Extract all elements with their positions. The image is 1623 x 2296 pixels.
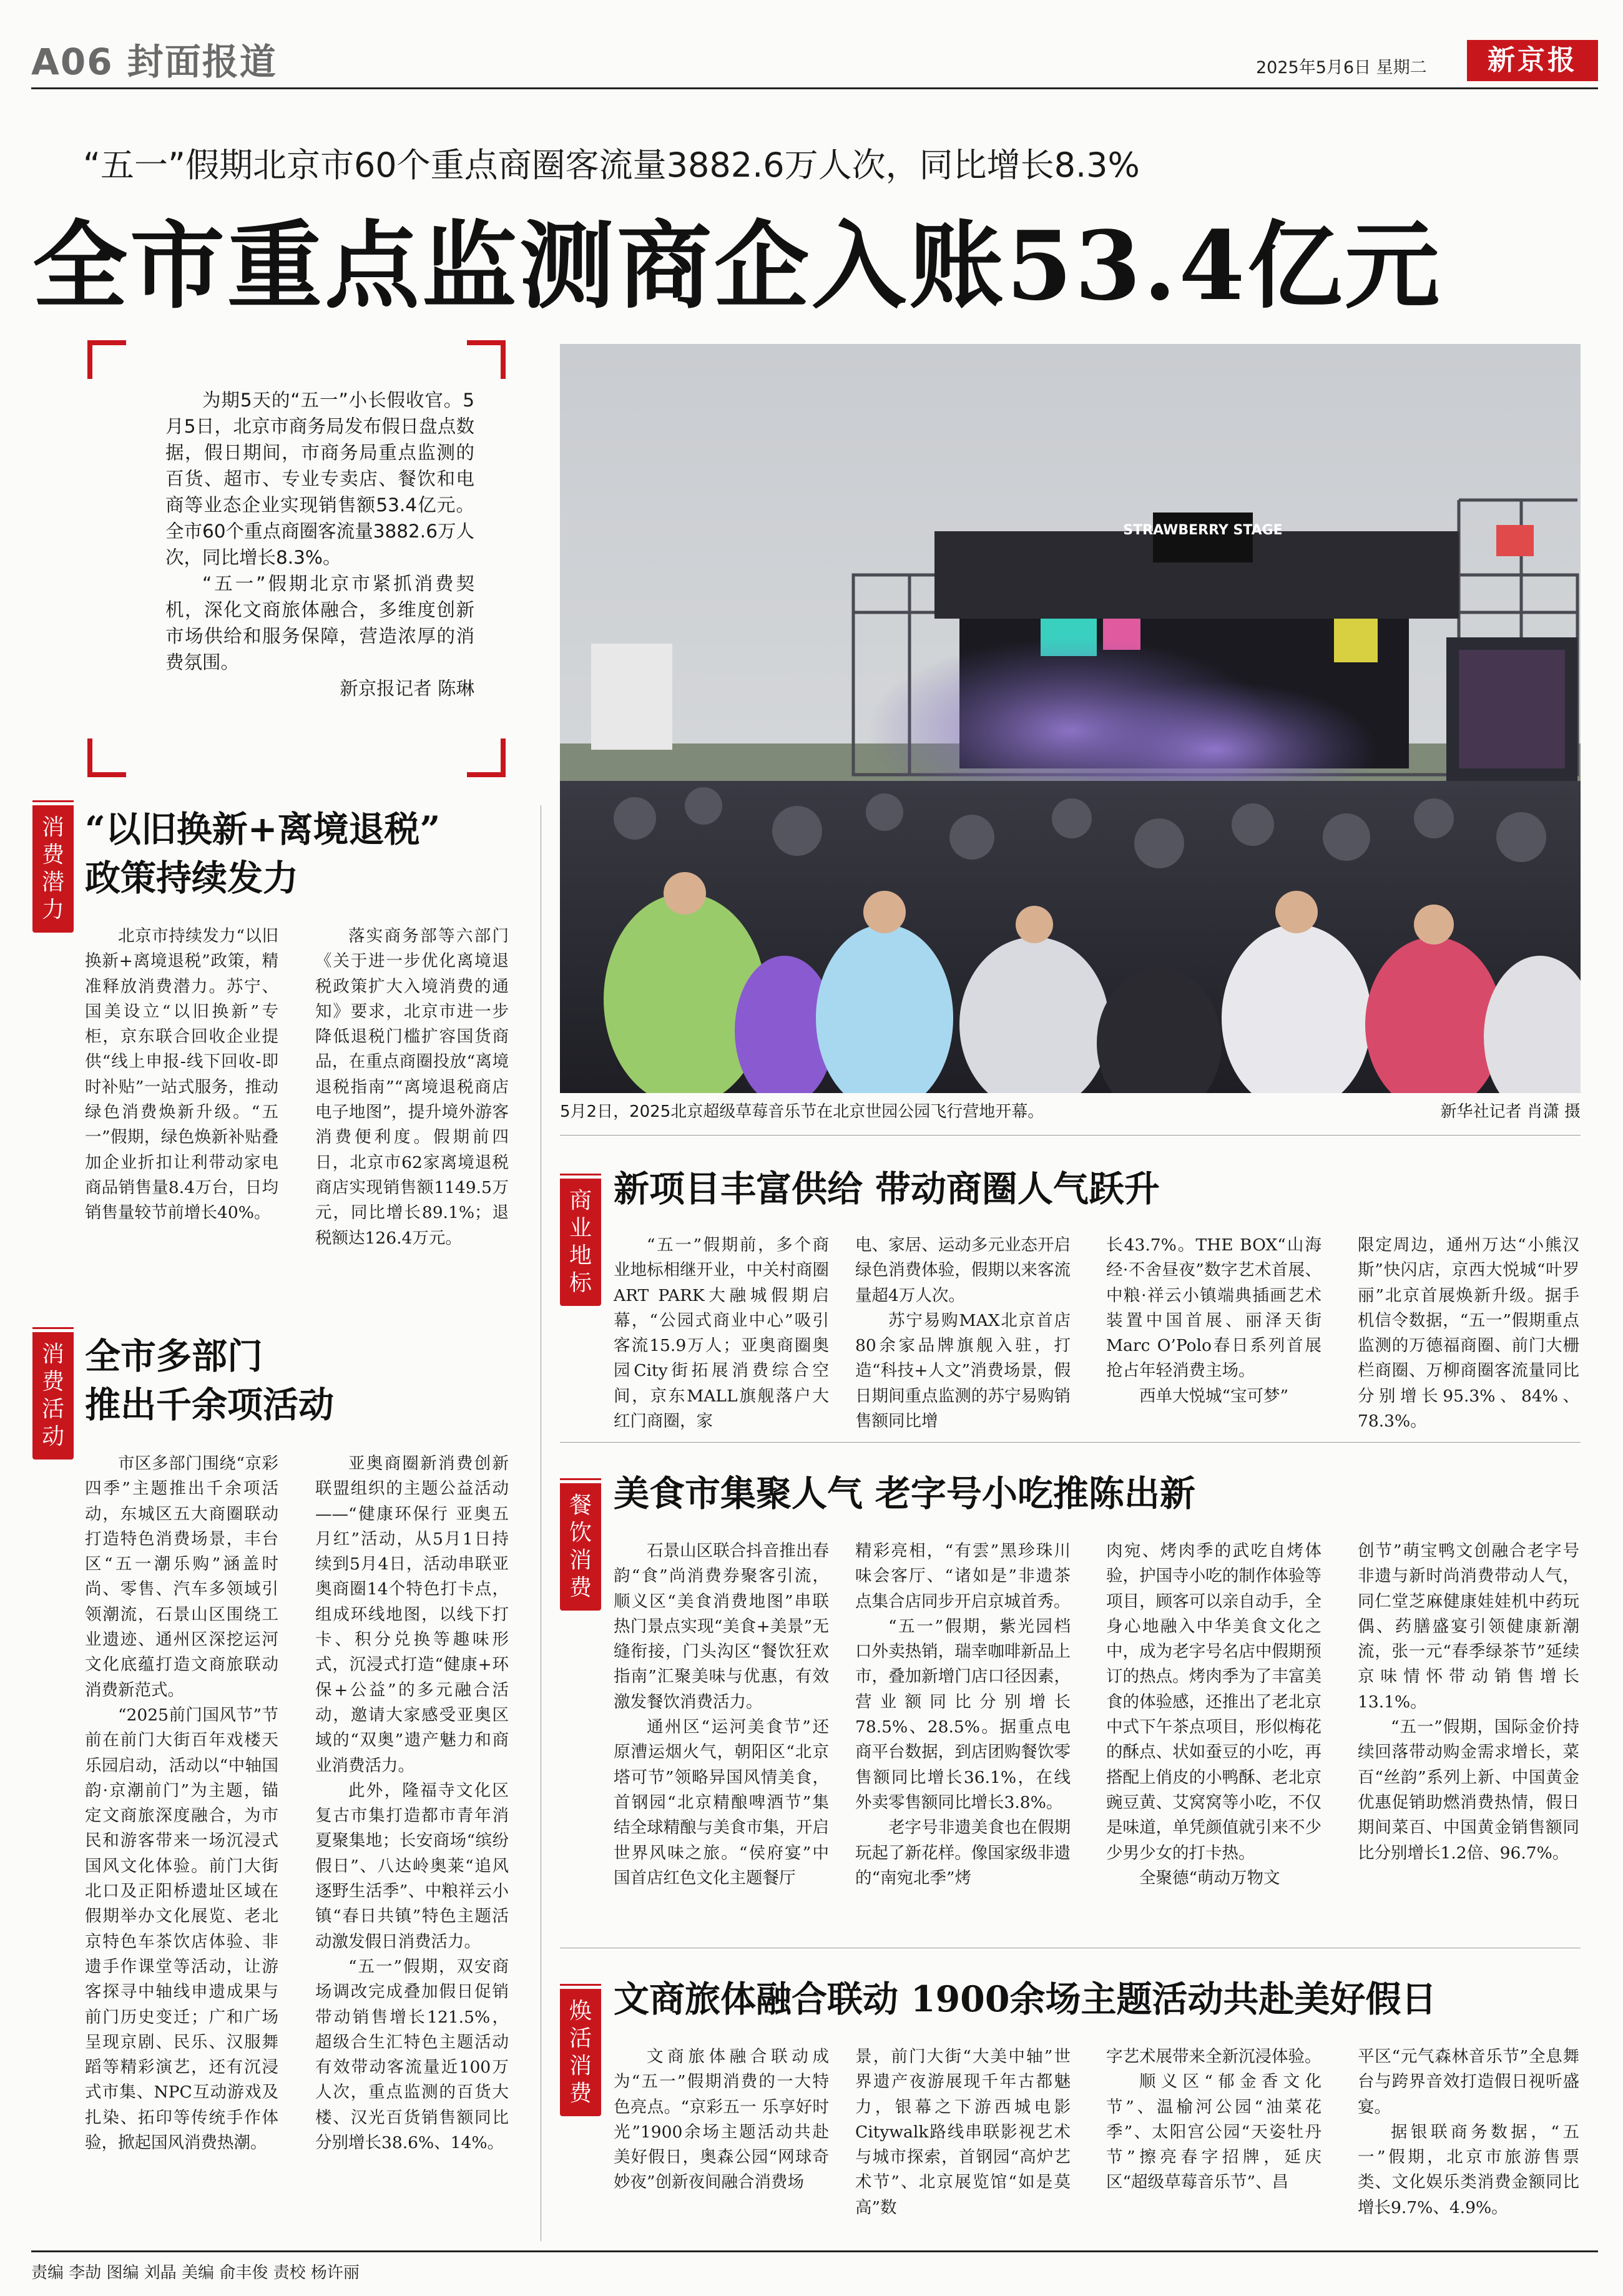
- article-paragraph: 肉宛、烤肉季的武吃自烤体验，护国寺小吃的制作体验等项目，顾客可以亲自动手，全身心地融入中华美食文化之中，成为老字号名店中假期预订的热点。烤肉季为了丰富美食的体验感，还推出了老北京中式下午茶点项目，形似梅花的酥点、状如蚕豆的小吃，再搭配上俏皮的小鸭酥、老北京豌豆黄、艾窝窝等小吃，不仅是味道，单凭颜值就引来不少少男少女的打卡热。: [1106, 1541, 1321, 1863]
- lead-summary-text: [165, 387, 474, 702]
- section-tag-revitalize: [560, 1989, 601, 2116]
- article-column: [1106, 1233, 1321, 1409]
- main-headline: 全市重点监测商企入账53.4亿元: [32, 210, 1443, 321]
- section-headline: 美食市集聚人气 老字号小吃推陈出新: [614, 1473, 1195, 1514]
- article-paragraph: “五一”假期，国际金价持续回落带动购金需求增长，菜百“丝韵”系列上新、中国黄金优惠促销助燃消费热情，假日期间菜百、中国黄金销售额同比分别增长1.2倍、96.7%。: [1358, 1717, 1579, 1863]
- article-column: [1106, 1539, 1321, 1891]
- tag-char: 活: [569, 2026, 592, 2051]
- article-paragraph: “2025前门国风节”节前在前门大街百年戏楼天乐园启动，活动以“中轴国韵·京潮前门”为主题，锚定文商旅深度融合，为市民和游客带来一场沉浸式国风文化体验。前门大街北口及正阳桥遗址区域在假期举办文化展览、老北京特色车茶饮店体验、非遗手作课堂等活动，让游客探寻中轴线申遗成果与前门历史变迁；广和广场呈现京剧、民乐、汉服舞蹈等精彩演艺，还有沉浸式市集、NPC互动游戏及扎染、拓印等传统手作体验，掀起国风消费热潮。: [85, 1705, 278, 2153]
- tag-char: 消: [41, 815, 64, 840]
- tag-cap-rule: [560, 1478, 601, 1480]
- article-column: [85, 924, 278, 1226]
- tag-char: 业: [569, 1215, 592, 1241]
- tag-char: 消: [569, 1548, 592, 1573]
- tag-char: 力: [41, 897, 64, 923]
- article-column: [855, 1233, 1071, 1434]
- article-column: [1358, 1539, 1579, 1866]
- tag-char: 焕: [569, 1998, 592, 2024]
- article-paragraph: 平区“元气森林音乐节”全息舞台与跨界音效打造假日视听盛宴。: [1358, 2047, 1579, 2117]
- article-paragraph: 通州区“运河美食节”还原漕运烟火气，朝阳区“北京塔可节”领略异国风情美食，首钢园“北京精酿啤酒节”集结全球精酿与美食市集，开启世界风味之旅。“侯府宴”中国首店红色文化主题餐厅: [614, 1717, 829, 1888]
- article-column: [614, 2044, 829, 2195]
- tag-char: 费: [569, 1575, 592, 1601]
- concert-photo-illustration: [560, 344, 1581, 1093]
- section-headline: [85, 805, 440, 903]
- photo-credit: 新华社记者 肖潇 摄: [1440, 1102, 1581, 1121]
- tag-char: 餐: [569, 1493, 592, 1518]
- tag-cap-rule: [560, 1984, 601, 1986]
- article-paragraph: 据银联商务数据，“五一”假期，北京市旅游售票类、文化娱乐类消费金额同比增长9.7%、4.9%。: [1358, 2122, 1579, 2217]
- headline-line: 政策持续发力: [85, 857, 298, 899]
- footer-rule: [31, 2250, 1598, 2252]
- article-paragraph: 亚奥商圈新消费创新联盟组织的主题公益活动——“健康环保行 亚奥五月红”活动，从5月1日持续到5月4日，活动串联亚奥商圈14个特色打卡点，组成环线地图，以线下打卡、积分兑换等趣味形式，沉浸式打造“健康+环保+公益”的多元融合活动，邀请大家感受亚奥区域的“双奥”遗产魅力和商业消费活力。: [315, 1454, 509, 1775]
- tag-char: 活: [41, 1396, 64, 1422]
- stage-sign: STRAWBERRY STAGE: [1123, 522, 1283, 538]
- tag-char: 潜: [41, 870, 64, 895]
- page-section-label: A06 封面报道: [31, 41, 277, 83]
- article-paragraph: 精彩亮相，“有雲”黑珍珠川味会客厅、“诸如是”非遗茶点集合店同步开启京城首秀。: [855, 1541, 1071, 1611]
- article-paragraph: 北京市持续发力“以旧换新+离境退税”政策，精准释放消费潜力。苏宁、国美设立“以旧换新”专柜，京东联合回收企业提供“线上申报-线下回收-即时补贴”一站式服务，推动绿色消费焕新升级。“五一”假期，绿色焕新补贴叠加企业折扣让利带动家电商品销售量8.4万台，日均销售量较节前增长40%。: [85, 926, 278, 1223]
- article-paragraph: “五一”假期，紫光园档口外卖热销，瑞幸咖啡新品上市，叠加新增门店口径因素，营业额同比分别增长78.5%、28.5%。据重点电商平台数据，到店团购餐饮零售额同比增长36.1%，在线外卖零售额同比增长3.8%。: [855, 1616, 1071, 1812]
- tag-char: 费: [569, 2081, 592, 2106]
- summary-byline: 新京报记者 陈琳: [340, 678, 474, 699]
- article-column: [315, 1451, 509, 2156]
- newspaper-logo: 新京报: [1467, 40, 1598, 81]
- article-paragraph: 此外，隆福寺文化区复古市集打造都市青年消夏聚集地；长安商场“缤纷假日”、八达岭奥莱“追风逐野生活季”、中粮祥云小镇“春日共镇”特色主题活动激发假日消费活力。: [315, 1780, 509, 1951]
- headline-line: “以旧换新+离境退税”: [85, 808, 441, 850]
- photo-caption: 5月2日，2025北京超级草莓音乐节在北京世园公园飞行营地开幕。: [560, 1102, 1044, 1121]
- article-column: [85, 1451, 278, 2156]
- article-paragraph: 落实商务部等六部门《关于进一步优化离境退税政策扩大入境消费的通知》要求，北京市进一步降低退税门槛扩容国货商品，在重点商圈投放“离境退税指南”“离境退税商店电子地图”，提升境外游客消费便利度。假期前四日，北京市62家离境退税商店实现销售额1149.5万元，同比增长89.1%；退税额达126.4万元。: [315, 926, 509, 1248]
- section-tag-dining: [560, 1483, 601, 1611]
- concert-photo: [560, 344, 1581, 1093]
- article-paragraph: 石景山区联合抖音推出春韵“食”尚消费券聚客引流，顺义区“美食消费地图”串联热门景点实现“美食+美景”无缝衔接，门头沟区“餐饮狂欢指南”汇聚美味与优惠，有效激发餐饮消费活力。: [614, 1541, 829, 1712]
- summary-paragraph: [165, 571, 474, 702]
- article-paragraph: 景，前门大街“大美中轴”世界遗产夜游展现千年古都魅力，银幕之下游西城电影Citywalk路线串联影视艺术与城市探索，首钢园“高炉艺术节”、北京展览馆“如是莫高”数: [855, 2047, 1071, 2217]
- article-paragraph: 老字号非遗美食也在假期玩起了新花样。像国家级非遗的“南宛北季”烤: [855, 1818, 1071, 1888]
- bracket-bottom-right: [467, 738, 506, 777]
- section-headline: 文商旅体融合联动 1900余场主题活动共赴美好假日: [614, 1978, 1437, 2020]
- tag-char: 动: [41, 1424, 64, 1450]
- editor-credits: 责编 李劼 图编 刘晶 美编 俞丰俊 责校 杨许丽: [31, 2264, 360, 2282]
- article-column: [614, 1539, 829, 1891]
- article-paragraph: 电、家居、运动多元业态开启绿色消费体验，假期以来客流量超4万人次。: [855, 1235, 1071, 1305]
- headline-line: 全市多部门: [85, 1335, 263, 1377]
- article-paragraph: “五一”假期，双安商场调改完成叠加假日促销带动销售增长121.5%，超级合生汇特色主题活动有效带动客流量近100万人次，重点监测的百货大楼、汉光百货销售额同比分别增长38.6%、14%。: [315, 1956, 509, 2153]
- article-column: [1106, 2044, 1321, 2195]
- article-paragraph: 文商旅体融合联动成为“五一”假期消费的一大特色亮点。“京彩五一 乐享好时光”1900余场主题活动共赴美好假日，奥森公园“网球奇妙夜”创新夜间融合消费场: [614, 2047, 829, 2192]
- article-column: [1358, 1233, 1579, 1434]
- article-column: [614, 1233, 829, 1434]
- tag-cap-rule: [32, 1327, 74, 1329]
- tag-cap-rule: [32, 800, 74, 802]
- summary-paragraph: 为期5天的“五一”小长假收官。5月5日，北京市商务局发布假日盘点数据，假日期间，市商务局重点监测的百货、超市、专业专卖店、餐饮和电商等业态企业实现销售额53.4亿元。全市60个重点商圈客流量3882.6万人次，同比增长8.3%。: [165, 390, 474, 568]
- section-tag-commercial-landmarks: [560, 1179, 601, 1306]
- tag-char: 费: [41, 1369, 64, 1395]
- tag-char: 消: [41, 1342, 64, 1367]
- article-paragraph: 长43.7%。THE BOX“山海经·不舍昼夜”数字艺术首展、中粮·祥云小镇端典插画艺术装置中国首展、丽泽天街Marc O’Polo春日系列首展抢占年轻消费主场。: [1106, 1235, 1321, 1381]
- section-headline: [85, 1332, 334, 1430]
- header-rule: [31, 87, 1598, 89]
- article-paragraph: 限定周边，通州万达“小熊汉斯”快闪店，京西大悦城“叶罗丽”北京首展焕新升级。据手机信令数据，“五一”假期重点监测的万德福商圈、前门大栅栏商圈、万柳商圈客流量同比分别增长95.3%、84%、78.3%。: [1358, 1235, 1579, 1431]
- issue-date: 2025年5月6日 星期二: [1256, 58, 1427, 77]
- headline-line: 推出千余项活动: [85, 1384, 334, 1426]
- article-paragraph: 创节”萌宝鸭文创融合老字号非遗与新时尚消费带动人气，同仁堂芝麻健康娃娃机中药玩偶、药膳盛宴引领健康新潮流，张一元“春季绿茶节”延续京味情怀带动销售增长13.1%。: [1358, 1541, 1579, 1712]
- article-column: [855, 1539, 1071, 1891]
- tag-char: 费: [41, 842, 64, 868]
- lead-summary-box: [87, 340, 506, 777]
- photo-caption-row: [560, 1099, 1581, 1122]
- article-paragraph: 字艺术展带来全新沉浸体验。: [1106, 2047, 1321, 2066]
- bracket-top-left: [87, 340, 126, 379]
- article-paragraph: “五一”假期前，多个商业地标相继开业，中关村商圈ART PARK大融城假期启幕，“公园式商业中心”吸引客流15.9万人；亚奥商圈奥园City街拓展消费综合空间，京东MALL旗舰落户大红门商圈，家: [614, 1235, 829, 1431]
- article-column: [1358, 2044, 1579, 2220]
- section-rule: [560, 1135, 1581, 1136]
- article-paragraph: 全聚德“萌动万物文: [1139, 1868, 1280, 1888]
- article-paragraph: 苏宁易购MAX北京首店80余家品牌旗舰入驻，打造“科技+人文”消费场景，假日期间重点监测的苏宁易购销售额同比增: [855, 1310, 1071, 1431]
- summary-paragraph-text: “五一”假期北京市紧抓消费契机，深化文商旅体融合，多维度创新市场供给和服务保障，营造浓厚的消费氛围。: [165, 573, 474, 673]
- tag-char: 标: [569, 1270, 592, 1296]
- sub-headline: “五一”假期北京市60个重点商圈客流量3882.6万人次，同比增长8.3%: [83, 145, 1140, 185]
- section-tag-consumption-potential: [32, 805, 74, 933]
- article-column: [315, 924, 509, 1251]
- article-column: [855, 2044, 1071, 2220]
- tag-char: 商: [569, 1188, 592, 1214]
- article-paragraph: 西单大悦城“宝可梦”: [1139, 1386, 1289, 1406]
- tag-char: 地: [569, 1243, 592, 1268]
- tag-char: 饮: [569, 1520, 592, 1546]
- article-paragraph: 市区多部门围绕“京彩四季”主题推出千余项活动，东城区五大商圈联动打造特色消费场景，丰台区“五一潮乐购”涵盖时尚、零售、汽车多领域引领潮流，石景山区围绕工业遗迹、通州区深挖运河文化底蕴打造文商旅联动消费新范式。: [85, 1454, 278, 1700]
- section-tag-consumption-activities: [32, 1332, 74, 1460]
- section-headline: 新项目丰富供给 带动商圈人气跃升: [614, 1168, 1160, 1210]
- bracket-bottom-left: [87, 738, 126, 777]
- bracket-top-right: [467, 340, 506, 379]
- tag-cap-rule: [560, 1174, 601, 1175]
- section-rule: [560, 1442, 1581, 1443]
- tag-char: 消: [569, 2053, 592, 2079]
- article-paragraph: 顺义区“郁金香文化节”、温榆河公园“油菜花季”、太阳宫公园“天姿牡丹节”擦亮春字招牌，延庆区“超级草莓音乐节”、昌: [1106, 2072, 1321, 2192]
